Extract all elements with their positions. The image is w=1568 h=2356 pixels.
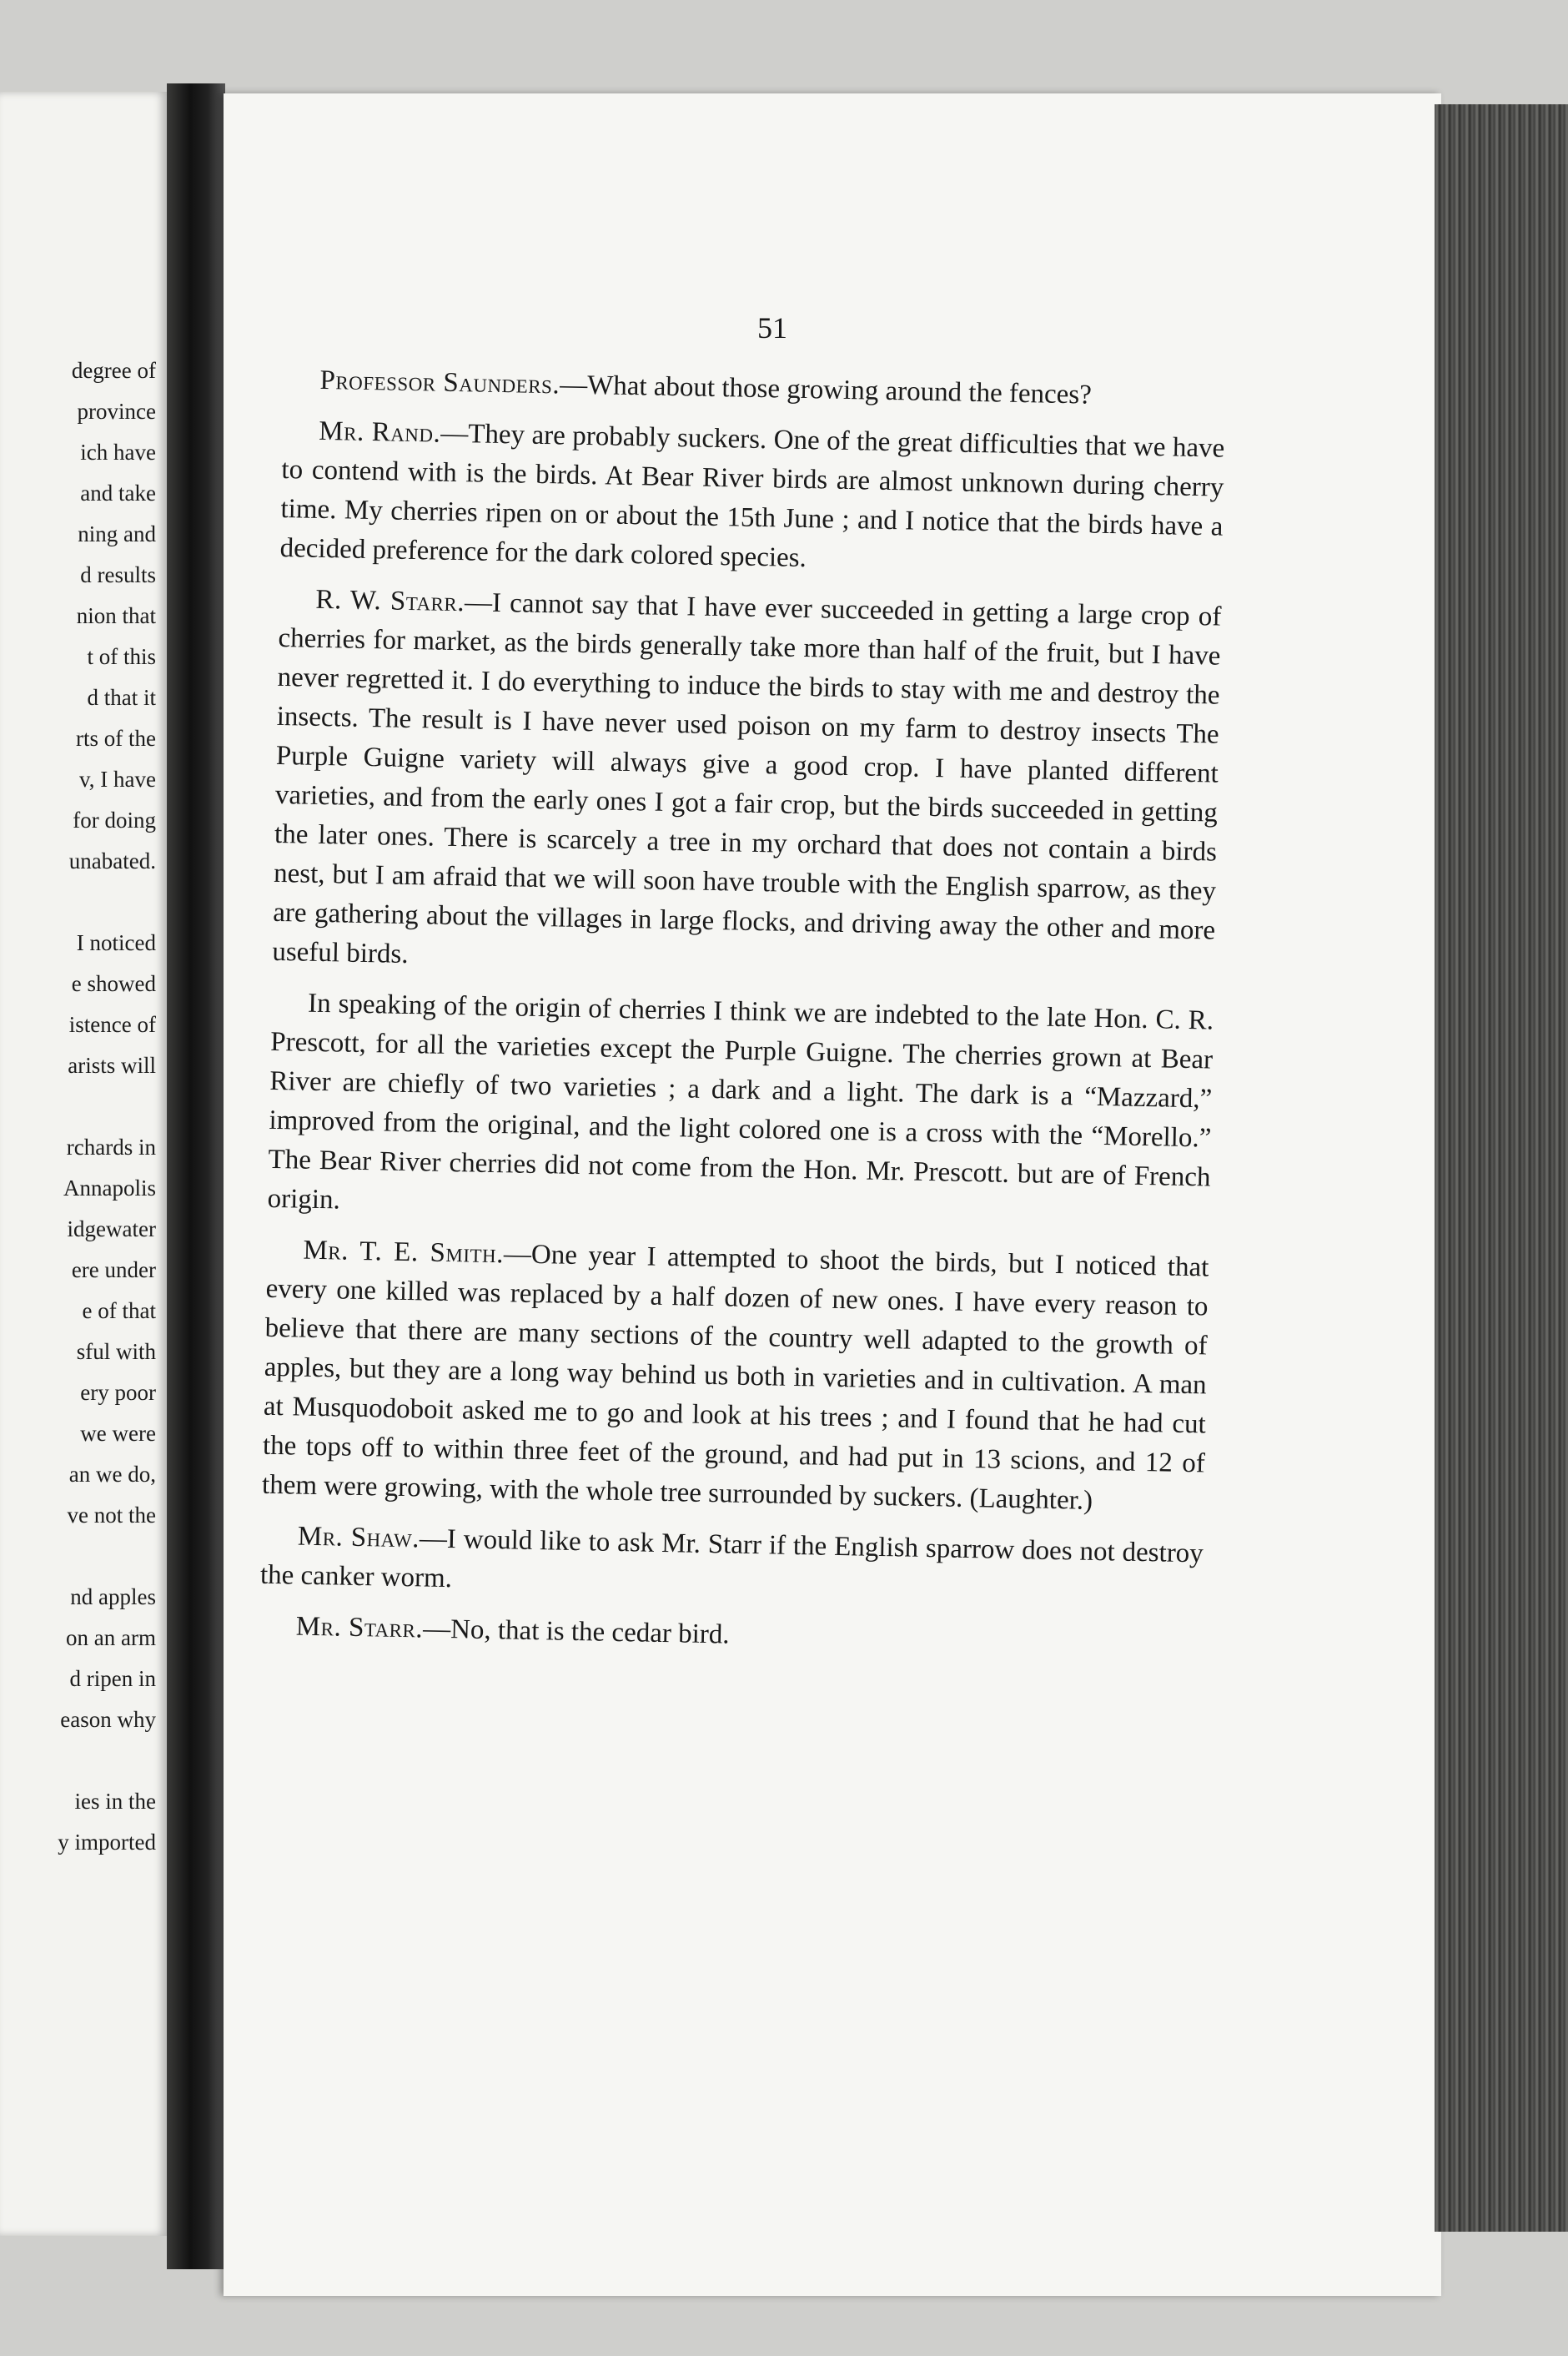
left-page-gap <box>0 1086 156 1127</box>
paragraph <box>272 580 1222 990</box>
page-edges <box>1435 104 1568 2232</box>
left-page-line: ery poor <box>80 1380 156 1405</box>
paragraph-text: —They are probably suckers. One of the great difficulties that we have to contend with is the birds. At Bear River birds are almost unknown during cherry time. My cherries ripen on or about the 15th June ; and I notice that the birds have a decided preference for the dark colored species. <box>279 418 1225 574</box>
left-page-line: and take <box>80 481 156 506</box>
left-page-line: d results <box>80 562 156 587</box>
left-page-line: sful with <box>76 1339 156 1364</box>
speaker-name: R. W. Starr. <box>315 584 465 618</box>
left-page-line: t of this <box>87 644 156 669</box>
left-page <box>0 92 167 2236</box>
left-page-line: we were <box>80 1421 156 1446</box>
left-page-gap <box>0 882 156 923</box>
paragraph-text: —One year I attempted to shoot the birds, but I noticed that every one killed was replaced by a half dozen of new ones. I have every reason to believe that there are many sections of the country well adapted to the growth of apples, but they are a long way behind us both in varieties and in cultivation. A man at Musquodoboit asked me to go and look at his trees ; and I found that he had cut the tops off to within three feet of the ground, and had put in 13 scions, and 12 of them were growing, with the whole tree surrounded by suckers. (Laughter.) <box>261 1239 1209 1516</box>
left-page-line: Annapolis <box>63 1175 156 1201</box>
paragraph <box>260 1517 1204 1613</box>
left-page-line: an we do, <box>68 1462 156 1487</box>
left-page-line: idgewater <box>67 1216 156 1241</box>
speaker-name: Mr. T. E. Smith. <box>303 1235 505 1270</box>
speaker-name: Mr. Rand. <box>319 415 441 449</box>
left-page-line: province <box>77 399 156 424</box>
speaker-name: Mr. Starr. <box>295 1611 424 1644</box>
left-page-line: d ripen in <box>69 1666 156 1691</box>
left-page-line: ich have <box>80 440 156 465</box>
left-page-line: rchards in <box>66 1135 156 1160</box>
left-page-line: v, I have <box>79 767 156 792</box>
left-page-line: istence of <box>68 1012 156 1037</box>
paragraph-text: —What about those growing around the fences? <box>559 370 1093 410</box>
left-page-line: ies in the <box>74 1789 156 1814</box>
left-page-line: degree of <box>71 358 156 383</box>
left-page-line: arists will <box>68 1053 156 1078</box>
left-page-line: nd apples <box>70 1584 156 1609</box>
paragraph <box>283 360 1226 418</box>
paragraph-text: —No, that is the cedar bird. <box>422 1613 730 1650</box>
left-page-line: e of that <box>82 1298 156 1323</box>
book-gutter <box>167 83 225 2269</box>
left-page-line: for doing <box>73 808 156 833</box>
left-page-line: ning and <box>78 521 156 546</box>
left-page-line: nion that <box>76 603 156 628</box>
right-page <box>224 93 1441 2296</box>
left-page-line: I noticed <box>76 930 156 955</box>
speaker-name: Professor Saunders. <box>319 365 560 400</box>
left-page-text <box>0 350 156 1863</box>
left-page-line: rts of the <box>76 726 156 751</box>
speaker-name: Mr. Shaw. <box>297 1521 420 1554</box>
left-page-line: d that it <box>87 685 156 710</box>
left-page-line: ve not the <box>67 1503 156 1528</box>
page-number: 51 <box>757 311 787 345</box>
paragraph-text: In speaking of the origin of cherries I think we are indebted to the late Hon. C. R. Prescott, for all the varieties except the Purple Guigne. The cherries grown at Bear River are chiefly of two varieties ; a dark and a light. The dark is a “Mazzard,” improved from the original, and the light colored one is a cross with the “Morello.” The Bear River cherries did not come from the Hon. Mr. Prescott. but are of French origin. <box>267 988 1214 1216</box>
paragraph <box>267 984 1214 1237</box>
left-page-line: eason why <box>60 1707 156 1732</box>
paragraph-text: —I would like to ask Mr. Starr if the English sparrow does not destroy the canker worm. <box>259 1523 1204 1594</box>
left-page-line: on an arm <box>66 1625 156 1650</box>
paragraph-text: —I cannot say that I have ever succeeded in getting a large crop of cherries for market, as the birds generally take more than half of the fruit, but I have never regretted it. I do everything to induce the birds to stay with me and destroy the insects. The result is I have never used poison on my farm to destroy insects The Purple Guigne variety will always give a good crop. I have planted different varieties, and from the early ones I got a fair crop, but the birds succeeded in getting the later ones. There is scarcely a tree in my orchard that does not contain a birds nest, but I am afraid that we will soon have trouble with the English sparrow, as they are gathering about the villages in large flocks, and driving away the other and more useful birds. <box>272 587 1222 969</box>
left-page-line: y imported <box>58 1830 156 1855</box>
left-page-line: ere under <box>71 1257 156 1282</box>
left-page-gap <box>0 1536 156 1577</box>
left-page-line: e showed <box>71 971 156 996</box>
paragraph <box>259 1607 1202 1664</box>
left-page-gap <box>0 1740 156 1781</box>
left-page-line: unabated. <box>68 848 156 873</box>
paragraph <box>262 1231 1209 1523</box>
paragraph <box>279 411 1224 586</box>
page-body <box>259 360 1226 1675</box>
